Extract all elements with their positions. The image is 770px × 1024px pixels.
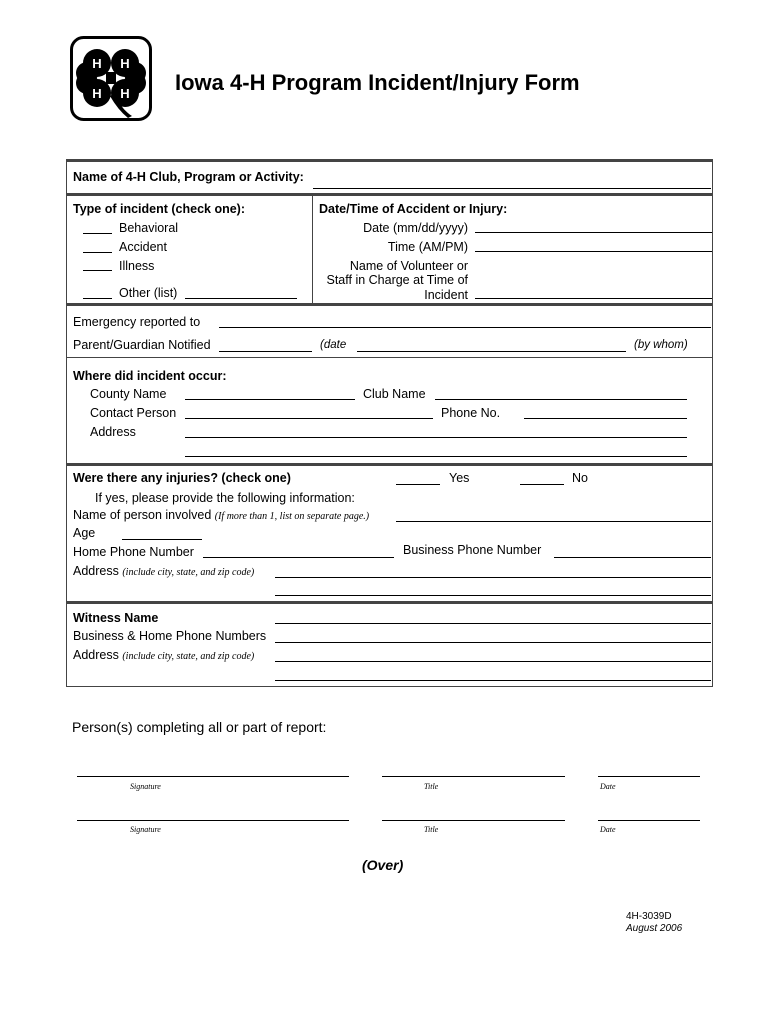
datetime-heading: Date/Time of Accident or Injury: bbox=[319, 202, 508, 216]
other-checkbox[interactable] bbox=[83, 298, 112, 299]
over-note: (Over) bbox=[362, 857, 404, 873]
phone-no-label: Phone No. bbox=[441, 406, 501, 420]
witness-phones-label: Business & Home Phone Numbers bbox=[73, 629, 267, 643]
table-border-right bbox=[712, 160, 713, 687]
club-name-label: Name of 4-H Club, Program or Activity: bbox=[73, 170, 304, 184]
signature-title-field[interactable] bbox=[382, 820, 565, 821]
logo-letter: H bbox=[92, 86, 102, 101]
signature-field[interactable] bbox=[77, 820, 349, 821]
club-name-label: Club Name bbox=[363, 387, 426, 401]
location-heading: Where did incident occur: bbox=[73, 369, 227, 383]
accident-checkbox[interactable] bbox=[83, 252, 112, 253]
by-whom-hint: (by whom) bbox=[634, 339, 688, 351]
witness-name-field[interactable] bbox=[275, 623, 711, 624]
age-label: Age bbox=[73, 526, 96, 540]
section-divider bbox=[66, 686, 713, 687]
illness-checkbox[interactable] bbox=[83, 270, 112, 271]
location-club-name-field[interactable] bbox=[435, 399, 687, 400]
injury-yes-checkbox[interactable] bbox=[396, 484, 440, 485]
injured-name-label bbox=[73, 508, 369, 524]
signatures-intro: Person(s) completing all or part of report: bbox=[72, 719, 327, 735]
behavioral-checkbox[interactable] bbox=[83, 233, 112, 234]
injury-no-label: No bbox=[572, 471, 588, 485]
date-field[interactable] bbox=[475, 232, 712, 233]
behavioral-label: Behavioral bbox=[119, 221, 179, 235]
date-label: Date (mm/dd/yyyy) bbox=[363, 221, 468, 235]
date-caption: Date bbox=[600, 782, 616, 791]
signature-field[interactable] bbox=[77, 776, 349, 777]
date-caption: Date bbox=[600, 825, 616, 834]
injured-name-label-text: Name of person involved bbox=[73, 508, 212, 522]
address-field-line-2[interactable] bbox=[185, 456, 687, 457]
section-divider bbox=[66, 159, 713, 162]
address-field[interactable] bbox=[185, 437, 687, 438]
witness-address-label-text: Address bbox=[73, 648, 119, 662]
injury-yes-label: Yes bbox=[449, 471, 470, 485]
phone-no-field[interactable] bbox=[524, 418, 687, 419]
injured-address-field-line-2[interactable] bbox=[275, 595, 711, 596]
column-divider bbox=[312, 195, 313, 304]
witness-address-field-line-2[interactable] bbox=[275, 680, 711, 681]
parent-notified-field[interactable] bbox=[219, 351, 312, 352]
witness-address-field[interactable] bbox=[275, 661, 711, 662]
injury-no-checkbox[interactable] bbox=[520, 484, 564, 485]
illness-label: Illness bbox=[119, 259, 155, 273]
contact-person-field[interactable] bbox=[185, 418, 433, 419]
home-phone-field[interactable] bbox=[203, 557, 394, 558]
form-title: Iowa 4-H Program Incident/Injury Form bbox=[175, 70, 580, 95]
four-h-clover-logo bbox=[70, 36, 152, 121]
injured-name-field[interactable] bbox=[396, 521, 711, 522]
logo-letter: H bbox=[120, 86, 130, 101]
signature-caption: Signature bbox=[130, 782, 161, 791]
injuries-question: Were there any injuries? (check one) bbox=[73, 471, 291, 485]
signature-date-field[interactable] bbox=[598, 820, 700, 821]
business-phone-label: Business Phone Number bbox=[403, 543, 542, 557]
age-field[interactable] bbox=[122, 539, 202, 540]
witness-address-hint: (include city, state, and zip code) bbox=[122, 651, 255, 662]
time-label: Time (AM/PM) bbox=[387, 240, 468, 254]
section-divider bbox=[66, 601, 713, 604]
logo-letter: H bbox=[120, 56, 130, 71]
section-divider bbox=[66, 303, 713, 306]
witness-address-label bbox=[73, 648, 254, 664]
notified-date-field[interactable] bbox=[357, 351, 626, 352]
club-name-field[interactable] bbox=[313, 188, 711, 189]
injured-address-hint: (include city, state, and zip code) bbox=[122, 567, 255, 578]
witness-name-label: Witness Name bbox=[73, 611, 159, 625]
contact-person-label: Contact Person bbox=[90, 406, 177, 420]
injured-address-label bbox=[73, 564, 254, 580]
form-date: August 2006 bbox=[626, 923, 683, 934]
title-caption: Title bbox=[424, 825, 439, 834]
title-caption: Title bbox=[424, 782, 439, 791]
county-name-label: County Name bbox=[90, 387, 167, 401]
logo-letter: H bbox=[92, 56, 102, 71]
county-name-field[interactable] bbox=[185, 399, 355, 400]
section-divider bbox=[66, 193, 713, 196]
injury-instructions: If yes, please provide the following information: bbox=[95, 491, 355, 505]
signature-title-field[interactable] bbox=[382, 776, 565, 777]
signature-caption: Signature bbox=[130, 825, 161, 834]
business-phone-field[interactable] bbox=[554, 557, 711, 558]
home-phone-label: Home Phone Number bbox=[73, 545, 194, 559]
address-label: Address bbox=[90, 425, 136, 439]
section-divider bbox=[66, 357, 713, 358]
incident-type-heading: Type of incident (check one): bbox=[73, 202, 246, 216]
other-label: Other (list) bbox=[119, 286, 178, 300]
volunteer-label: Incident bbox=[424, 288, 468, 302]
emergency-reported-label: Emergency reported to bbox=[73, 315, 201, 329]
injured-name-hint: (If more than 1, list on separate page.) bbox=[214, 511, 370, 522]
form-number: 4H-3039D bbox=[626, 911, 672, 922]
other-list-field[interactable] bbox=[185, 298, 297, 299]
volunteer-field[interactable] bbox=[475, 298, 712, 299]
date-hint: (date bbox=[320, 339, 347, 351]
injured-address-label-text: Address bbox=[73, 564, 119, 578]
accident-label: Accident bbox=[119, 240, 167, 254]
parent-notified-label: Parent/Guardian Notified bbox=[73, 338, 211, 352]
emergency-reported-field[interactable] bbox=[219, 327, 711, 328]
volunteer-label: Name of Volunteer or bbox=[349, 259, 468, 273]
section-divider bbox=[66, 463, 713, 466]
signature-date-field[interactable] bbox=[598, 776, 700, 777]
injured-address-field[interactable] bbox=[275, 577, 711, 578]
volunteer-label: Staff in Charge at Time of bbox=[326, 273, 468, 287]
witness-phones-field[interactable] bbox=[275, 642, 711, 643]
time-field[interactable] bbox=[475, 251, 712, 252]
table-border-left bbox=[66, 160, 67, 687]
